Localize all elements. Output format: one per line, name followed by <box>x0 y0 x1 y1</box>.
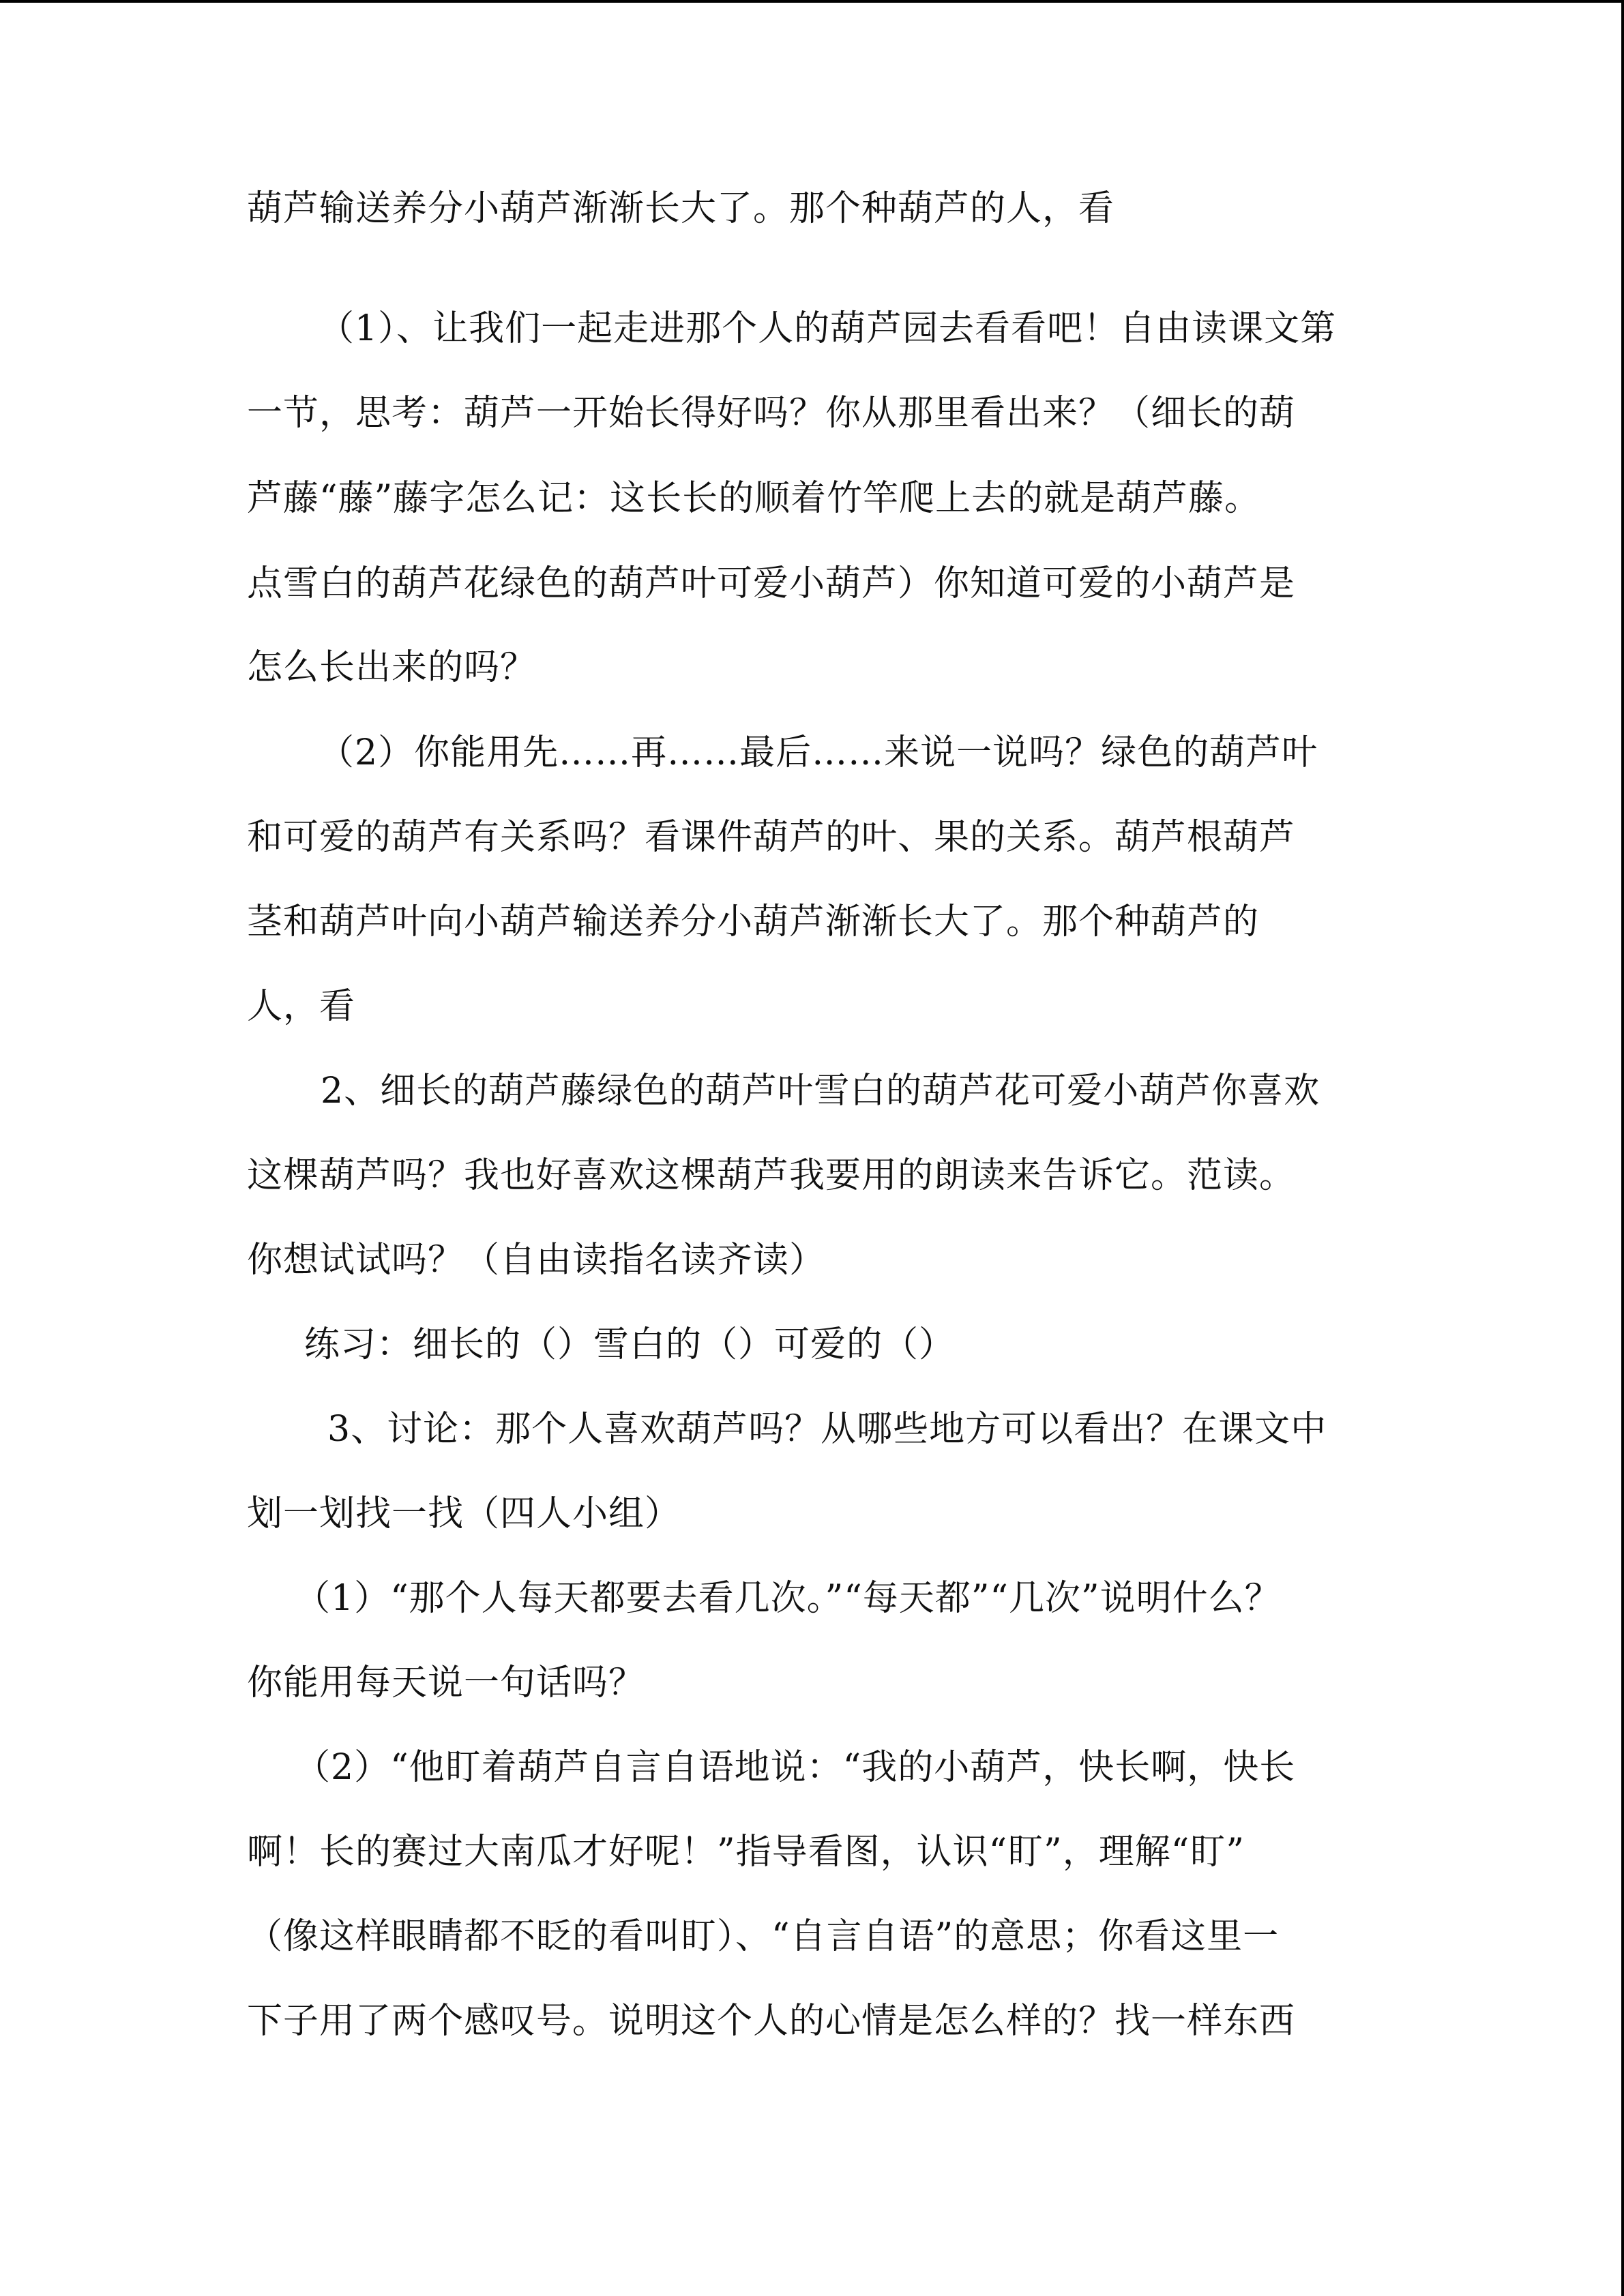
text-line-18: 你能用每天说一句话吗？ <box>247 1663 645 1703</box>
page-right-border <box>1621 0 1624 2296</box>
text-line-1: 葫芦输送养分小葫芦渐渐长大了。那个种葫芦的人，看 <box>247 188 1115 229</box>
page-top-border <box>0 0 1624 3</box>
text-line-10: 人，看 <box>247 986 356 1027</box>
text-line-5: 点雪白的葫芦花绿色的葫芦叶可爱小葫芦）你知道可爱的小葫芦是 <box>247 563 1296 604</box>
text-line-19: （2）“他盯着葫芦自言自语地说：“我的小葫芦，快长啊，快长 <box>295 1747 1296 1788</box>
text-line-13: 你想试试吗？（自由读指名读齐读） <box>247 1240 826 1281</box>
text-line-15: 3、讨论：那个人喜欢葫芦吗？从哪些地方可以看出？在课文中 <box>327 1409 1327 1450</box>
text-line-11: 2、细长的葫芦藤绿色的葫芦叶雪白的葫芦花可爱小葫芦你喜欢 <box>321 1071 1320 1112</box>
text-line-7: （2）你能用先……再……最后……来说一说吗？绿色的葫芦叶 <box>319 732 1318 773</box>
text-line-3: 一节，思考：葫芦一开始长得好吗？你从那里看出来？（细长的葫 <box>247 393 1296 434</box>
text-line-12: 这棵葫芦吗？我也好喜欢这棵葫芦我要用的朗读来告诉它。范读。 <box>247 1155 1296 1196</box>
text-line-17: （1）“那个人每天都要去看几次。”“每天都”“几次”说明什么？ <box>295 1578 1281 1619</box>
text-line-9: 茎和葫芦叶向小葫芦输送养分小葫芦渐渐长大了。那个种葫芦的 <box>247 901 1260 942</box>
text-line-4: 芦藤“藤”藤字怎么记：这长长的顺着竹竿爬上去的就是葫芦藤。 <box>247 478 1261 519</box>
text-line-22: 下子用了两个感叹号。说明这个人的心情是怎么样的？找一样东西 <box>247 2001 1296 2042</box>
text-line-20: 啊！长的赛过大南瓜才好呢！”指导看图，认识“盯”，理解“盯” <box>247 1832 1245 1873</box>
text-line-8: 和可爱的葫芦有关系吗？看课件葫芦的叶、果的关系。葫芦根葫芦 <box>247 817 1296 858</box>
text-line-16: 划一划找一找（四人小组） <box>247 1493 681 1534</box>
text-line-2: （1）、让我们一起走进那个人的葫芦园去看看吧！自由读课文第 <box>319 308 1337 349</box>
text-line-21: （像这样眼睛都不眨的看叫盯）、“自言自语”的意思；你看这里一 <box>247 1916 1280 1957</box>
text-line-14: 练习：细长的（）雪白的（）可爱的（） <box>304 1324 956 1365</box>
text-line-6: 怎么长出来的吗？ <box>247 647 537 688</box>
